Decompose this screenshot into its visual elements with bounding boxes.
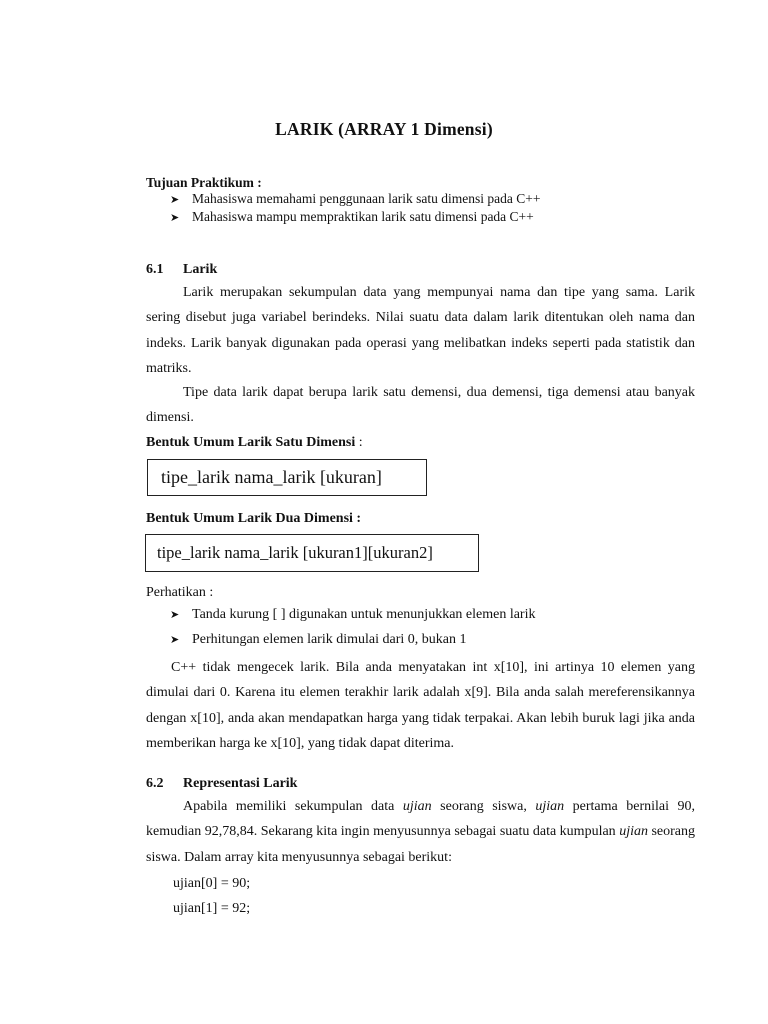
section-title: Larik xyxy=(183,262,218,277)
arrow-bullet-icon: ➤ xyxy=(170,211,180,224)
code-line: ujian[1] = 92; xyxy=(173,901,251,916)
list-item xyxy=(170,632,535,657)
objectives-list xyxy=(170,191,541,226)
paragraph-text: Tipe data larik dapat berupa larik satu demensi, dua demensi, tiga demensi atau banyak dimensi. xyxy=(146,385,695,426)
note-text: Perhitungan elemen larik dimulai dari 0, bukan 1 xyxy=(192,632,467,647)
syntax-box-2d xyxy=(145,534,479,572)
section-heading xyxy=(146,262,217,278)
form1-label: Bentuk Umum Larik Satu Dimensi : xyxy=(146,435,363,450)
notes-list xyxy=(170,607,535,657)
section-number: 6.1 xyxy=(146,262,164,277)
list-item xyxy=(170,191,541,209)
section-number: 6.2 xyxy=(146,776,164,791)
document-title: LARIK (ARRAY 1 Dimensi) xyxy=(275,119,493,139)
code-line: ujian[0] = 90; xyxy=(173,876,251,891)
paragraph xyxy=(146,380,695,431)
note-text: Tanda kurung [ ] digunakan untuk menunjukkan elemen larik xyxy=(192,607,536,622)
paragraph: Apabila memiliki sekumpulan data ujian seorang siswa, ujian pertama bernilai 90, kemudian 92,78,84. Sekarang kita ingin menyusunnya sebagai suatu data kumpulan ujian seorang siswa. Dalam array kita menyusunnya sebagai berikut: xyxy=(146,799,696,865)
paragraph xyxy=(146,655,695,756)
syntax-code: tipe_larik nama_larik [ukuran1][ukuran2] xyxy=(157,543,433,562)
paragraph-text: C++ tidak mengecek larik. Bila anda menyatakan int x[10], ini artinya 10 elemen yang dimulai dari 0. Karena itu elemen terakhir larik adalah x[9]. Bila anda salah mereferensikannya dengan x[10], anda akan mendapatkan harga yang tidak terpakai. Akan lebih buruk lagi jika anda memberikan harga ke x[10], yang tidak dapat diterima. xyxy=(146,660,695,751)
syntax-box-1d xyxy=(147,459,427,496)
arrow-bullet-icon: ➤ xyxy=(170,194,180,206)
note-heading: Perhatikan : xyxy=(146,585,214,600)
form2-label: Bentuk Umum Larik Dua Dimensi : xyxy=(146,511,362,526)
syntax-code: tipe_larik nama_larik [ukuran] xyxy=(161,467,382,487)
paragraph-text: Larik merupakan sekumpulan data yang mempunyai nama dan tipe yang sama. Larik sering disebut juga variabel berindeks. Nilai suatu data dalam larik ditentukan oleh nama dan indeks. Larik banyak digunakan pada operasi yang melibatkan indeks seperti pada statistik dan matriks. xyxy=(146,285,695,376)
objectives-heading: Tujuan Praktikum : xyxy=(146,175,262,190)
arrow-bullet-icon: ➤ xyxy=(170,634,180,646)
section-title: Representasi Larik xyxy=(183,776,298,791)
paragraph xyxy=(146,280,695,381)
objective-text: Mahasiswa mampu mempraktikan larik satu dimensi pada C++ xyxy=(192,208,534,224)
list-item xyxy=(170,209,541,227)
list-item xyxy=(170,607,535,632)
section-heading xyxy=(146,776,297,792)
objective-text: Mahasiswa memahami penggunaan larik satu dimensi pada C++ xyxy=(192,191,541,206)
arrow-bullet-icon: ➤ xyxy=(170,609,180,621)
